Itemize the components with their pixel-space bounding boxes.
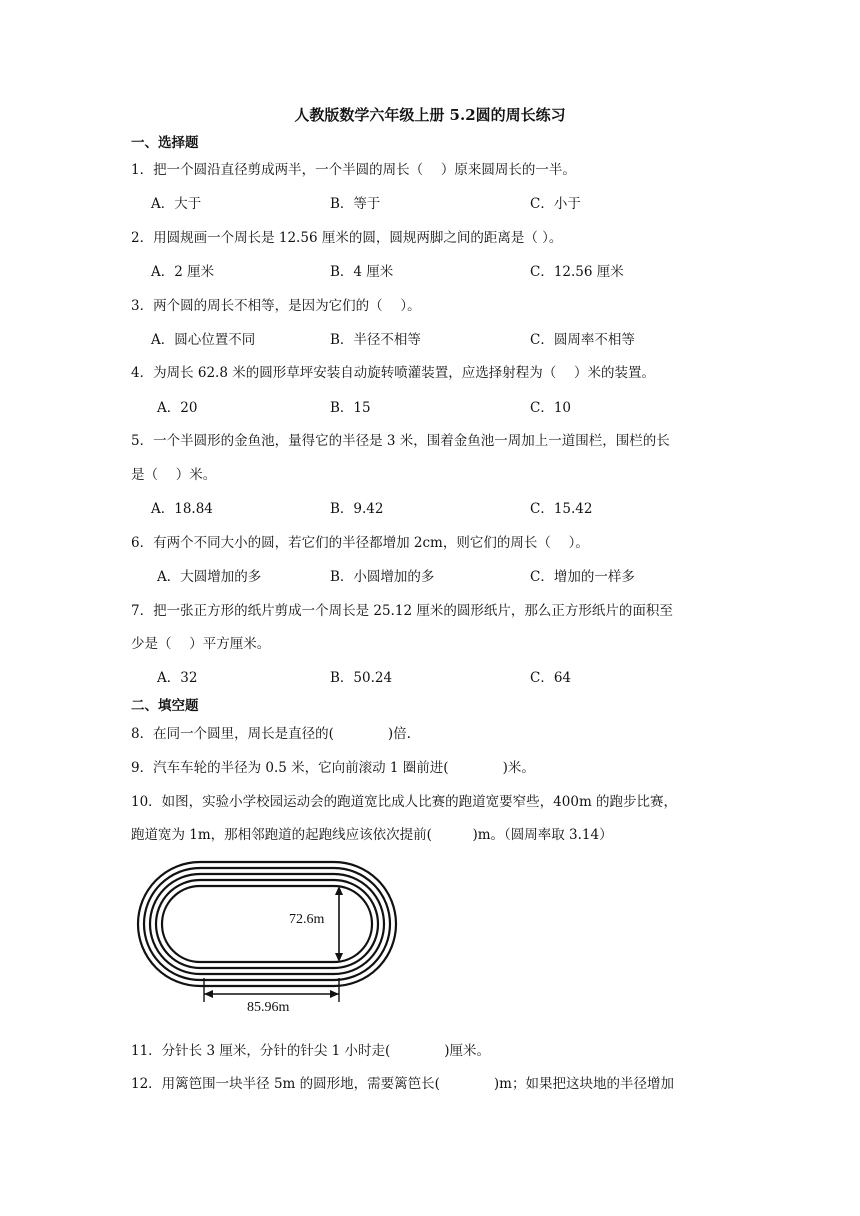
question-3-stem: 3．两个圆的周长不相等，是因为它们的（ ）。 (131, 298, 421, 314)
question-6-option-c: C．增加的一样多 (530, 569, 635, 585)
question-12-stem: 12．用篱笆围一块半径 5m 的圆形地，需要篱笆长( )m；如果把这块地的半径增加 (131, 1076, 674, 1092)
question-1-option-a: A．大于 (151, 196, 202, 212)
question-11-stem: 11．分针长 3 厘米，分针的针尖 1 小时走( )厘米。 (131, 1043, 491, 1059)
question-5-stem-continued: 是（ ）米。 (131, 467, 217, 483)
question-4-option-a: A．20 (157, 400, 198, 416)
question-8-stem: 8．在同一个圆里，周长是直径的( )倍. (131, 726, 411, 742)
question-6-option-b: B．小圆增加的多 (330, 569, 435, 585)
running-track-figure (136, 860, 404, 1020)
width-arrow-left (204, 990, 213, 998)
question-7-stem-continued: 少是（ ）平方厘米。 (131, 636, 271, 652)
section-heading-fill: 二、填空题 (131, 698, 199, 714)
question-5-option-c: C．15.42 (530, 501, 593, 517)
question-3-option-a: A．圆心位置不同 (151, 332, 256, 348)
width-label: 85.96m (247, 1000, 290, 1015)
question-7-option-c: C．64 (530, 670, 572, 686)
question-7-option-b: B．50.24 (330, 670, 393, 686)
question-5-stem: 5．一个半圆形的金鱼池，量得它的半径是 3 米，围着金鱼池一周加上一道围栏，围栏的长 (131, 433, 670, 449)
question-9-stem: 9．汽车车轮的半径为 0.5 米，它向前滚动 1 圈前进( )米。 (131, 760, 535, 776)
question-4-option-b: B．15 (330, 400, 371, 416)
question-5-option-a: A．18.84 (151, 501, 213, 517)
question-1-option-c: C．小于 (530, 196, 581, 212)
question-7-stem: 7．把一张正方形的纸片剪成一个周长是 25.12 厘米的圆形纸片，那么正方形纸片的面积至 (131, 603, 673, 619)
question-10-stem: 10．如图，实验小学校园运动会的跑道宽比成人比赛的跑道宽要窄些，400m 的跑步比赛， (131, 794, 678, 810)
question-1-stem: 1．把一个圆沿直径剪成两半，一个半圆的周长（ ）原来圆周长的一半。 (131, 162, 576, 178)
track-lane-5 (162, 886, 372, 962)
question-4-stem: 4．为周长 62.8 米的圆形草坪安装自动旋转喷灌装置，应选择射程为（ ）米的装置。 (131, 365, 656, 381)
track-lane-4 (156, 880, 378, 968)
question-2-option-a: A．2 厘米 (151, 264, 215, 280)
section-heading-choice: 一、选择题 (131, 135, 199, 151)
question-2-stem: 2．用圆规画一个周长是 12.56 厘米的圆，圆规两脚之间的距离是（ ）。 (131, 230, 563, 246)
running-track-diagram (136, 860, 404, 1020)
question-3-option-c: C．圆周率不相等 (530, 332, 635, 348)
question-5-option-b: B．9.42 (330, 501, 384, 517)
question-1-option-b: B．等于 (330, 196, 381, 212)
question-6-stem: 6．有两个不同大小的圆，若它们的半径都增加 2cm，则它们的周长（ ）。 (131, 535, 589, 551)
question-2-option-b: B．4 厘米 (330, 264, 394, 280)
question-7-option-a: A．32 (157, 670, 198, 686)
question-10-stem-continued: 跑道宽为 1m，那相邻跑道的起跑线应该依次提前( )m。（圆周率取 3.14） (131, 827, 613, 843)
question-2-option-c: C．12.56 厘米 (530, 264, 624, 280)
page-title: 人教版数学六年级上册 5.2圆的周长练习 (294, 106, 566, 124)
question-3-option-b: B．半径不相等 (330, 332, 421, 348)
width-arrow-right (330, 990, 339, 998)
height-label: 72.6m (289, 912, 325, 927)
question-6-option-a: A．大圆增加的多 (157, 569, 262, 585)
question-4-option-c: C．10 (530, 400, 572, 416)
